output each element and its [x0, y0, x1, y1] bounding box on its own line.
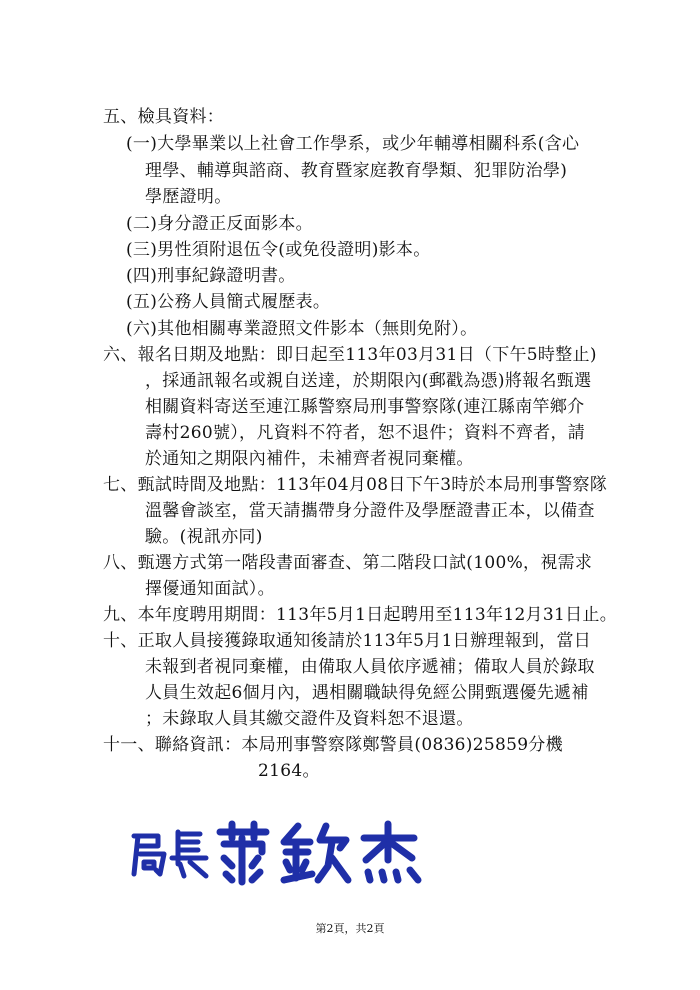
section-7-line-1: 七、甄試時間及地點：113年04月08日下午3時於本局刑事警察隊 [103, 475, 608, 495]
section-10-line-2: 未報到者視同棄權，由備取人員依序遞補；備取人員於錄取 [145, 657, 595, 677]
page-number-footer: 第2頁，共2頁 [315, 922, 385, 935]
section-5-item-4: (四)刑事紀錄證明書。 [126, 266, 296, 286]
section-11-line-2: 2164。 [258, 761, 320, 781]
section-6-line-1: 六、報名日期及地點：即日起至113年03月31日（下午5時整止) [103, 345, 597, 365]
section-5-item-5: (五)公務人員簡式履歷表。 [126, 292, 331, 312]
section-10-line-3: 人員生效起6個月內，遇相關職缺得免經公開甄選優先遞補 [145, 683, 589, 703]
section-6-line-4: 壽村260號），凡資料不符者，恕不退件；資料不齊者，請 [145, 423, 586, 443]
section-6-line-3: 相關資料寄送至連江縣警察局刑事警察隊(連江縣南竿鄉介 [145, 397, 585, 417]
section-5-item-1-line-1: (一)大學畢業以上社會工作學系，或少年輔導相關科系(含心 [126, 134, 580, 154]
section-6-line-2: ，採通訊報名或親自送達，於期限內(郵戳為憑)將報名甄選 [145, 371, 592, 391]
section-9-line-1: 九、本年度聘用期間：113年5月1日起聘用至113年12月31日止。 [103, 605, 617, 625]
signature-seal [128, 818, 428, 888]
section-5-item-3: (三)男性須附退伍令(或免役證明)影本。 [126, 240, 431, 260]
section-5-item-2: (二)身分證正反面影本。 [126, 214, 313, 234]
section-5-item-6: (六)其他相關專業證照文件影本（無則免附）。 [126, 319, 478, 339]
section-7-line-2: 溫馨會談室，當天請攜帶身分證件及學歷證書正本，以備查 [145, 501, 595, 521]
section-11-line-1: 十一、聯絡資訊：本局刑事警察隊鄭警員(0836)25859分機 [103, 735, 563, 755]
section-8-line-2: 擇優通知面試）。 [145, 579, 275, 599]
signature-glyph-group [134, 824, 418, 882]
section-8-line-1: 八、甄選方式第一階段書面審查、第二階段口試(100%，視需求 [103, 553, 593, 573]
section-6-line-5: 於通知之期限內補件，未補齊者視同棄權。 [145, 449, 474, 469]
section-7-line-3: 驗。(視訊亦同) [145, 527, 263, 547]
section-5-item-1-line-3: 學歷證明。 [145, 187, 232, 207]
section-10-line-1: 十、正取人員接獲錄取通知後請於113年5月1日辦理報到，當日 [103, 631, 592, 651]
section-10-line-4: ；未錄取人員其繳交證件及資料恕不退還。 [145, 709, 474, 729]
section-5-item-1-line-2: 理學、輔導與諮商、教育暨家庭教育學類、犯罪防治學) [145, 161, 568, 181]
section-5-heading: 五、檢具資料： [103, 107, 225, 127]
